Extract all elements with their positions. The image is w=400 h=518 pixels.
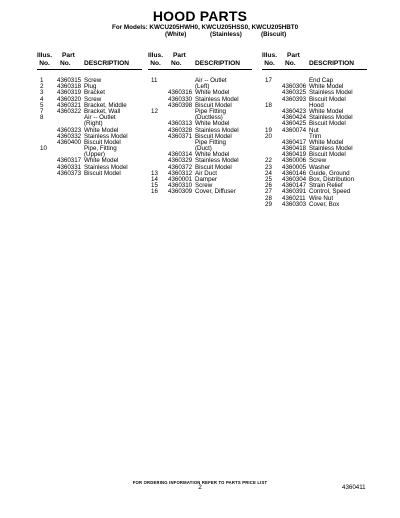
- part-number: 4360424: [282, 114, 307, 122]
- part-number: 4360006: [282, 157, 307, 165]
- part-description: Biscuit Model: [195, 132, 232, 140]
- illus-number: 14: [151, 176, 158, 183]
- part-description: (Duct): [195, 145, 212, 153]
- part-description: Biscuit Model: [84, 138, 121, 146]
- part-description: Biscuit Model: [309, 95, 346, 103]
- part-header: Part No.: [285, 52, 300, 67]
- part-number: 4360328: [168, 126, 193, 134]
- part-number: 4360372: [168, 163, 193, 171]
- part-number: 4360147: [282, 182, 307, 190]
- part-description: Cover, Box: [309, 200, 340, 208]
- finish-white: (White): [165, 31, 187, 38]
- part-description: Stainless Model: [195, 126, 239, 134]
- part-description: Bracket, Middle: [84, 101, 127, 109]
- part-description: Strain Relief: [309, 182, 343, 190]
- illus-number: 25: [265, 176, 272, 183]
- part-description: Screw: [195, 182, 213, 190]
- part-description: Biscuit Model: [84, 169, 121, 177]
- finish-stainless: (Stainless): [210, 31, 242, 38]
- illus-number: 18: [265, 101, 272, 109]
- part-description: Wire Nut: [309, 194, 334, 202]
- part-description: Stainless Model: [195, 95, 239, 103]
- illus-number: 13: [151, 169, 158, 177]
- illus-number: 27: [265, 188, 272, 196]
- table-row: [262, 202, 367, 208]
- part-description: Bracket: [84, 89, 105, 97]
- part-description: Bracket, Wall: [84, 107, 121, 115]
- part-number: 4360393: [282, 95, 307, 103]
- column-header: [262, 52, 367, 69]
- part-description: Air Duct: [195, 169, 218, 177]
- part-description: Stainless Model: [84, 132, 128, 140]
- illus-number: 17: [265, 77, 272, 84]
- illus-number: 10: [40, 145, 47, 153]
- illus-number: 26: [265, 182, 272, 190]
- illus-number: 28: [265, 194, 272, 202]
- illus-header: Illus. No.: [148, 52, 164, 67]
- illus-number: 24: [265, 169, 272, 177]
- description-header: DESCRIPTION: [195, 60, 241, 67]
- part-description: Stainless Model: [84, 163, 128, 171]
- illus-number: 4: [40, 95, 44, 103]
- parts-rows: [37, 78, 142, 177]
- header-rule: [262, 69, 367, 70]
- part-description: Biscuit Model: [309, 120, 346, 128]
- part-number: 4360373: [57, 169, 82, 177]
- part-description: Stainless Model: [309, 89, 353, 97]
- illus-number: 23: [265, 163, 272, 171]
- illus-number: 19: [265, 126, 272, 134]
- part-description: White Model: [84, 126, 119, 134]
- header-rule: [148, 69, 252, 70]
- finish-biscuit: (Biscuit): [261, 31, 287, 38]
- illus-number: 2: [40, 83, 44, 91]
- part-number: 4360319: [57, 89, 82, 97]
- parts-column-3: [262, 52, 367, 208]
- part-number: 4360371: [168, 132, 193, 140]
- illus-number: 20: [265, 132, 272, 140]
- part-number: 4360005: [282, 163, 307, 171]
- illus-number: 29: [265, 200, 272, 208]
- finish-labels: [165, 31, 286, 39]
- part-number: 4360400: [57, 138, 82, 146]
- part-description: White Model: [84, 157, 119, 165]
- illus-number: 8: [40, 114, 44, 122]
- part-number: 4360325: [282, 89, 307, 97]
- part-description: Plug: [84, 83, 97, 91]
- part-number: 4360398: [168, 101, 193, 109]
- description-header: DESCRIPTION: [309, 60, 355, 67]
- part-description: Air -- Outlet: [195, 77, 227, 84]
- part-number: 4360313: [168, 120, 193, 128]
- page-number: 2: [198, 484, 202, 491]
- parts-column-2: [148, 52, 252, 196]
- part-description: Biscuit Model: [195, 101, 232, 109]
- document-number: 4360411: [342, 484, 366, 491]
- part-description: End Cap: [309, 77, 334, 84]
- part-description: Air -- Outlet: [84, 114, 116, 122]
- part-number: 4360320: [57, 95, 82, 103]
- part-number: 4360314: [168, 151, 193, 159]
- part-number: 4360417: [282, 138, 307, 146]
- description-header: DESCRIPTION: [84, 60, 130, 67]
- part-description: (Upper): [84, 151, 105, 159]
- illus-header: Illus. No.: [262, 52, 278, 67]
- part-description: Screw: [309, 157, 327, 165]
- part-number: 4360309: [168, 188, 193, 196]
- parts-column-1: [37, 52, 142, 177]
- part-number: 4360304: [282, 176, 307, 183]
- part-number: 4360321: [57, 101, 82, 109]
- part-number: 4360306: [282, 83, 307, 91]
- part-description: Pipe Fitting: [195, 107, 226, 115]
- illus-header: Illus. No.: [37, 52, 53, 67]
- illus-number: 22: [265, 157, 272, 165]
- part-number: 4360001: [168, 176, 193, 183]
- part-description: Nut: [309, 126, 319, 134]
- part-description: White Model: [195, 89, 230, 97]
- part-description: Guide, Ground: [309, 169, 350, 177]
- part-description: Damper: [195, 176, 218, 183]
- part-description: (Right): [84, 120, 103, 128]
- part-number: 4360330: [168, 95, 193, 103]
- part-number: 4360329: [168, 157, 193, 165]
- part-description: Biscuit Model: [195, 163, 232, 171]
- part-number: 4360315: [57, 77, 82, 84]
- illus-number: 15: [151, 182, 158, 190]
- part-description: White Model: [195, 120, 230, 128]
- part-number: 4360418: [282, 145, 307, 153]
- part-number: 4360318: [57, 83, 82, 91]
- part-description: Control, Speed: [309, 188, 351, 196]
- part-number: 4360331: [57, 163, 82, 171]
- parts-rows: [262, 78, 367, 208]
- part-description: Biscuit Model: [309, 151, 346, 159]
- ordering-note: FOR ORDERING INFORMATION REFER TO PARTS PRICE LIST: [132, 480, 268, 485]
- part-number: 4360323: [57, 126, 82, 134]
- illus-number: 7: [40, 107, 44, 115]
- illus-number: 1: [40, 77, 44, 84]
- models-line: For Models: KWCU205HWH0, KWCU205HSS0, KWCU205HBT0: [112, 24, 299, 31]
- part-description: Stainless Model: [309, 114, 353, 122]
- column-header: [37, 52, 142, 69]
- illus-number: 11: [151, 77, 158, 84]
- part-number: 4360316: [168, 89, 193, 97]
- part-description: White Model: [309, 107, 344, 115]
- part-description: Screw: [84, 77, 102, 84]
- part-description: White Model: [309, 138, 344, 146]
- illus-number: 5: [40, 101, 44, 109]
- column-header: [148, 52, 252, 69]
- part-description: Washer: [309, 163, 331, 171]
- part-description: (Ductless): [195, 114, 223, 122]
- part-description: Pipe Fitting: [195, 138, 226, 146]
- part-description: Hood: [309, 101, 324, 109]
- part-description: Cover, Diffuser: [195, 188, 236, 196]
- page-title: HOOD PARTS: [152, 8, 248, 24]
- part-number: 4360423: [282, 107, 307, 115]
- part-number: 4360211: [282, 194, 306, 202]
- part-number: 4360303: [282, 200, 307, 208]
- part-number: 4360310: [168, 182, 193, 190]
- part-description: (Left): [195, 83, 210, 91]
- part-number: 4360312: [168, 169, 193, 177]
- illus-number: 12: [151, 107, 158, 115]
- illus-number: 16: [151, 188, 158, 196]
- part-number: 4360146: [282, 169, 307, 177]
- part-description: Stainless Model: [195, 157, 239, 165]
- parts-rows: [148, 78, 252, 196]
- part-description: Pipe, Fitting: [84, 145, 117, 153]
- part-number: 4360419: [282, 151, 307, 159]
- part-number: 4360391: [282, 188, 307, 196]
- part-description: White Model: [195, 151, 230, 159]
- table-row: [148, 189, 252, 195]
- part-number: 4360332: [57, 132, 82, 140]
- part-number: 4360074: [282, 126, 307, 134]
- part-number: 4360317: [57, 157, 82, 165]
- part-number: 4360322: [57, 107, 82, 115]
- illus-number: 3: [40, 89, 44, 97]
- header-rule: [37, 69, 142, 70]
- part-description: Box, Distribution: [309, 176, 355, 183]
- part-header: Part No.: [171, 52, 186, 67]
- table-row: [37, 171, 142, 177]
- part-description: White Model: [309, 83, 344, 91]
- part-number: 4360425: [282, 120, 307, 128]
- part-description: Stainless Model: [309, 145, 353, 153]
- part-description: Screw: [84, 95, 102, 103]
- part-header: Part No.: [60, 52, 75, 67]
- part-description: Trim: [309, 132, 322, 140]
